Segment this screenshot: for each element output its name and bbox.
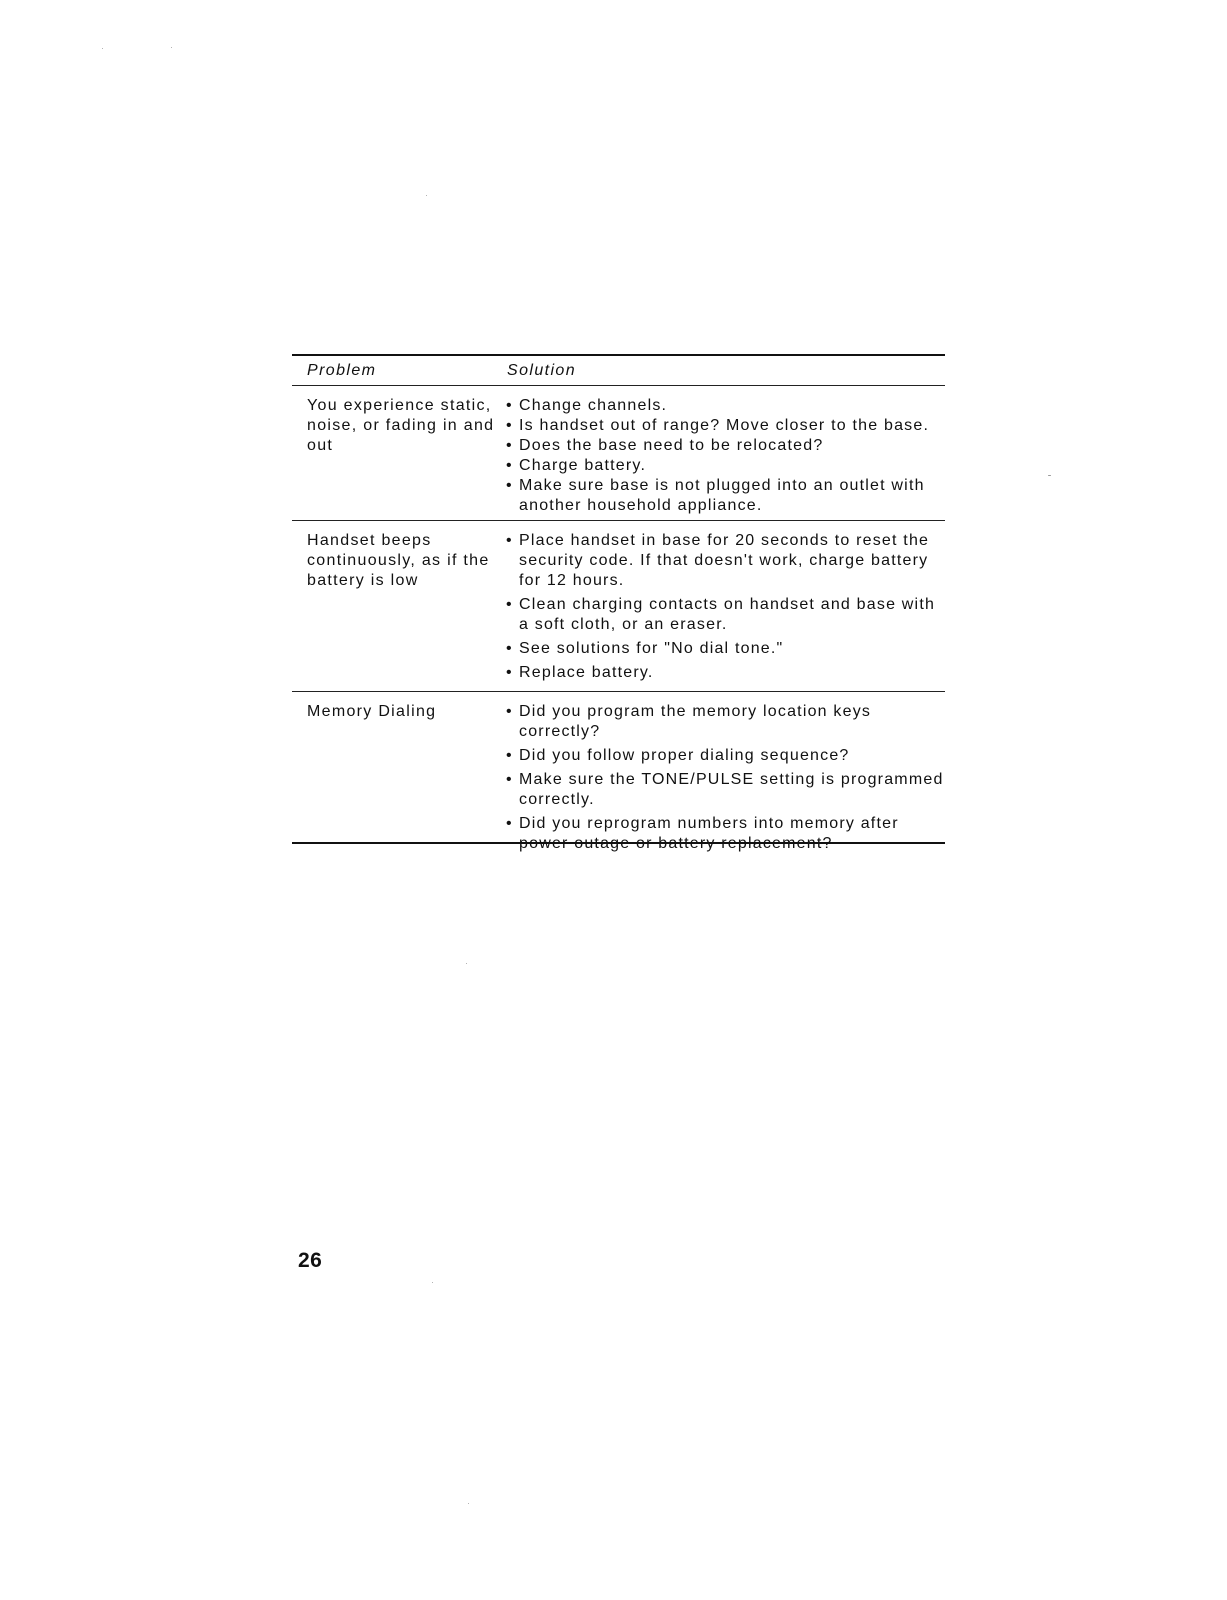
solution-text: Did you program the memory location keys correctly? bbox=[519, 703, 872, 740]
scan-speck bbox=[1048, 475, 1051, 476]
solution-text: See solutions for "No dial tone." bbox=[519, 640, 784, 657]
solution-item bbox=[506, 746, 946, 766]
solution-text: Replace battery. bbox=[519, 664, 654, 681]
solution-text: Is handset out of range? Move closer to the base. bbox=[519, 417, 930, 434]
solution-item bbox=[506, 456, 946, 476]
solution-item bbox=[506, 595, 946, 635]
bullet-icon: • bbox=[506, 477, 513, 494]
problem-text: Handset beeps continuously, as if the battery is low bbox=[307, 532, 490, 589]
scan-speck bbox=[102, 48, 103, 49]
bullet-icon: • bbox=[506, 437, 513, 454]
solution-list bbox=[506, 396, 946, 516]
solution-column-header: Solution bbox=[507, 362, 577, 379]
solution-item bbox=[506, 702, 946, 742]
solution-list bbox=[506, 531, 946, 687]
bullet-icon: • bbox=[506, 397, 513, 414]
bullet-icon: • bbox=[506, 596, 513, 613]
solution-text: Change channels. bbox=[519, 397, 668, 414]
solution-item bbox=[506, 476, 946, 516]
solution-text: Did you reprogram numbers into memory after power outage or battery replacement? bbox=[519, 815, 899, 852]
scan-speck bbox=[171, 47, 172, 48]
solution-item bbox=[506, 770, 946, 810]
table-row bbox=[292, 386, 945, 520]
solution-item bbox=[506, 396, 946, 416]
scan-speck bbox=[466, 963, 467, 964]
problem-column-header: Problem bbox=[307, 362, 377, 379]
scan-speck bbox=[468, 1503, 469, 1504]
bullet-icon: • bbox=[506, 457, 513, 474]
solution-text: Does the base need to be relocated? bbox=[519, 437, 824, 454]
solution-list bbox=[506, 702, 946, 858]
solution-item bbox=[506, 436, 946, 456]
scan-speck bbox=[432, 1282, 433, 1283]
solution-text: Place handset in base for 20 seconds to reset the security code. If that doesn't work, charge battery for 12 hours. bbox=[519, 532, 930, 589]
scan-speck bbox=[426, 195, 427, 196]
solution-text: Clean charging contacts on handset and base with a soft cloth, or an eraser. bbox=[519, 596, 936, 633]
bullet-icon: • bbox=[506, 771, 513, 788]
problem-text: You experience static, noise, or fading in and out bbox=[307, 397, 495, 454]
solution-item bbox=[506, 639, 946, 659]
solution-text: Did you follow proper dialing sequence? bbox=[519, 747, 850, 764]
solution-text: Charge battery. bbox=[519, 457, 647, 474]
bullet-icon: • bbox=[506, 417, 513, 434]
problem-text: Memory Dialing bbox=[307, 703, 437, 720]
table-row bbox=[292, 692, 945, 852]
solution-text: Make sure the TONE/PULSE setting is programmed correctly. bbox=[519, 771, 944, 808]
solution-item bbox=[506, 531, 946, 591]
solution-item bbox=[506, 814, 946, 854]
solution-item bbox=[506, 663, 946, 683]
table-header bbox=[292, 356, 945, 385]
solution-text: Make sure base is not plugged into an outlet with another household appliance. bbox=[519, 477, 925, 514]
table-row bbox=[292, 521, 945, 691]
bullet-icon: • bbox=[506, 532, 513, 549]
bullet-icon: • bbox=[506, 815, 513, 832]
troubleshooting-table bbox=[292, 354, 945, 852]
page-number: 26 bbox=[298, 1249, 323, 1272]
bullet-icon: • bbox=[506, 703, 513, 720]
solution-item bbox=[506, 416, 946, 436]
bullet-icon: • bbox=[506, 640, 513, 657]
bullet-icon: • bbox=[506, 664, 513, 681]
bullet-icon: • bbox=[506, 747, 513, 764]
